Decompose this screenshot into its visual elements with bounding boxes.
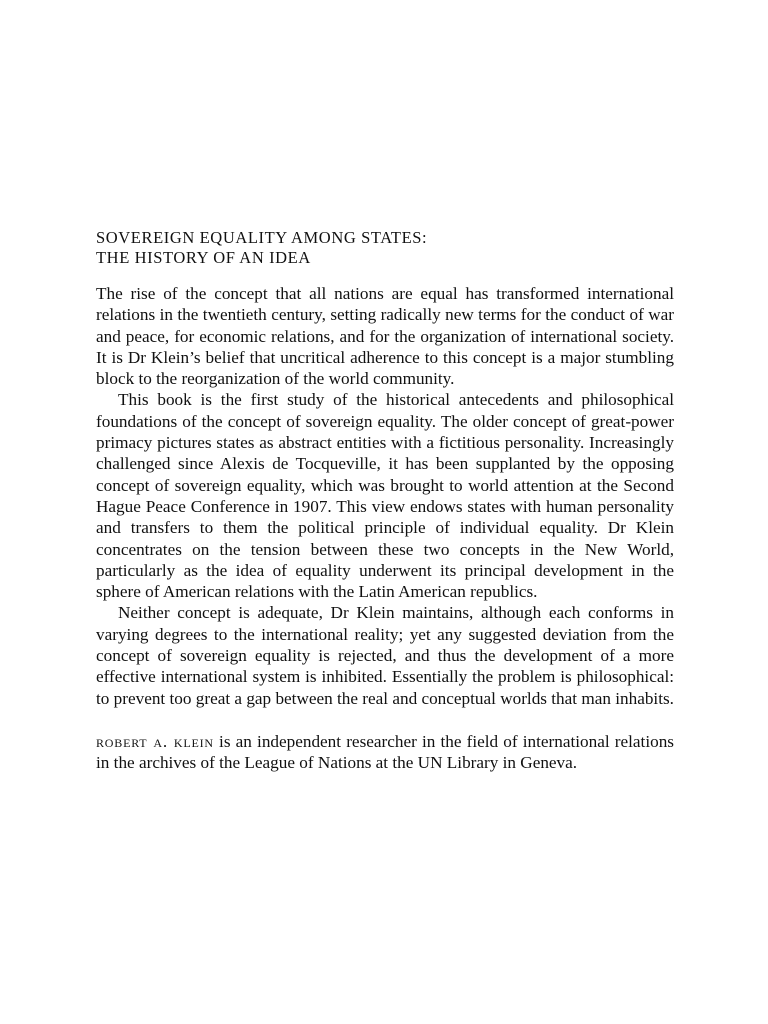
book-title-line-2: THE HISTORY OF AN IDEA bbox=[96, 248, 311, 267]
book-title-line-1: SOVEREIGN EQUALITY AMONG STATES: bbox=[96, 228, 428, 247]
author-bio: is an independent researcher in the field of international relations in the archives of the League of Nations at the UN Library in Geneva. bbox=[96, 731, 674, 773]
book-description bbox=[96, 283, 674, 709]
description-paragraph-1: The rise of the concept that all nations are equal has transformed international relations in the twentieth century, setting radically new terms for the conduct of war and peace, for economic relations, and for the organization of international society. It is Dr Klein’s belief that uncritical adherence to this concept is a major stumbling block to the reorganization of the world community. bbox=[96, 284, 674, 389]
description-paragraph-3: Neither concept is adequate, Dr Klein maintains, although each conforms in varying degrees to the international reality; yet any suggested deviation from the concept of sovereign equality is rejected, and thus the development of a more effective international system is inhibited. Essentially the problem is philosophical: to prevent too great a gap between the real and conceptual worlds that man inhabits. bbox=[96, 603, 674, 708]
author-note bbox=[96, 731, 674, 774]
description-paragraph-2: This book is the first study of the historical antecedents and philosophical foundations of the concept of sovereign equality. The older concept of great-power primacy pictures states as abstract entities with a fictitious personality. Increasingly challenged since Alexis de Tocqueville, it has been supplanted by the opposing concept of sovereign equality, which was brought to world attention at the Second Hague Peace Conference in 1907. This view endows states with human personality and transfers to them the political principle of individual equality. Dr Klein concentrates on the tension between these two concepts in the New World, particularly as the idea of equality underwent its principal development in the sphere of American relations with the Latin American republics. bbox=[96, 390, 674, 602]
author-name: robert a. klein bbox=[96, 731, 214, 751]
book-blurb-page bbox=[96, 228, 674, 791]
book-title bbox=[96, 228, 674, 268]
